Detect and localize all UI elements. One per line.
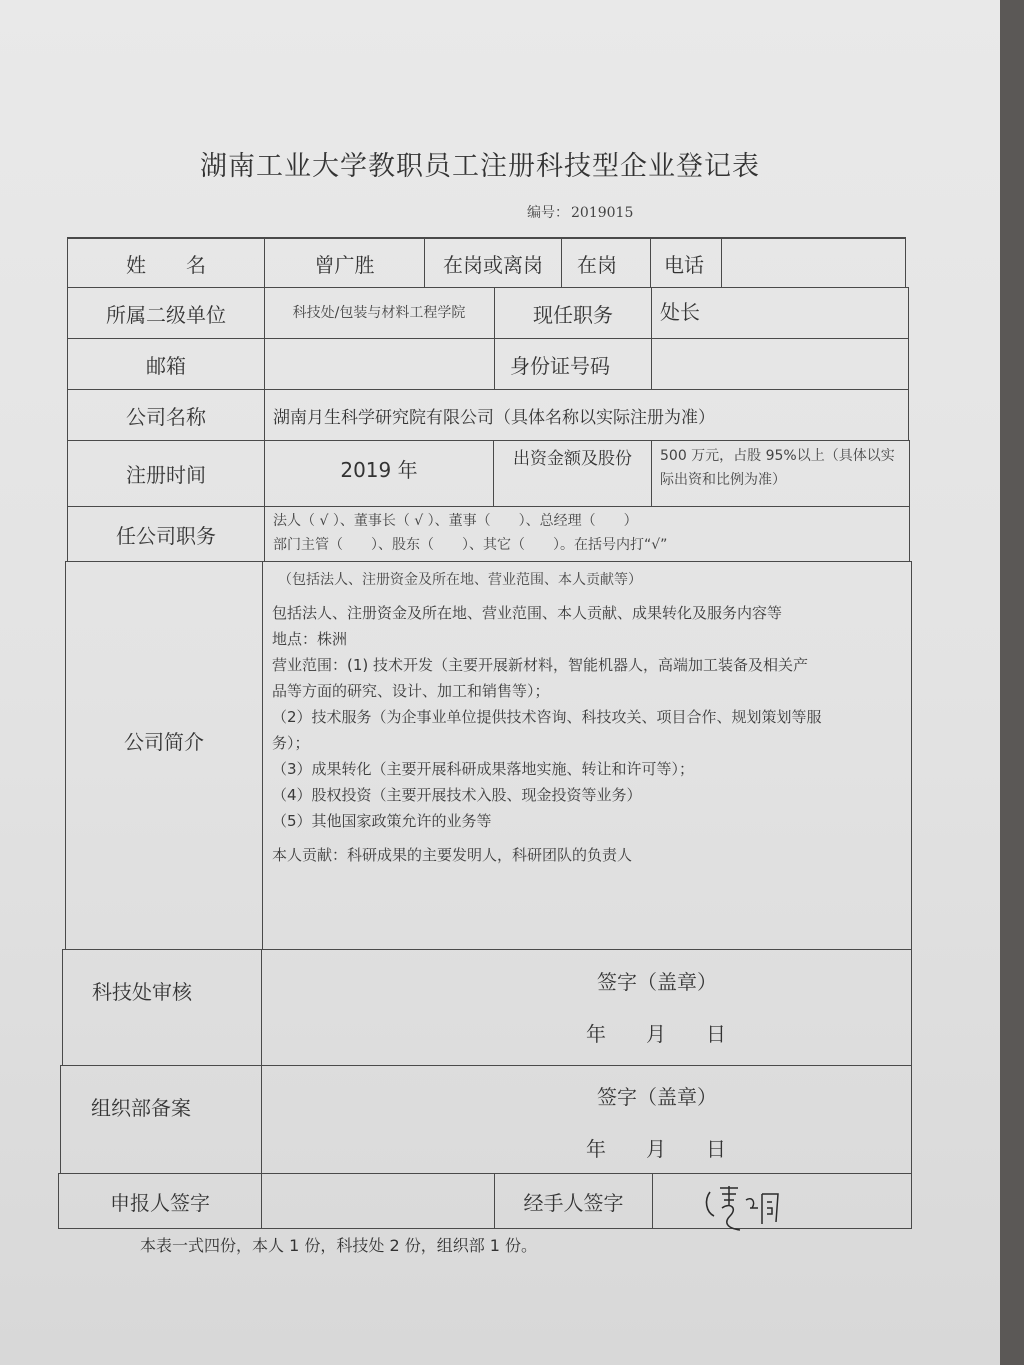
role-line-1: 法人（ √ ）、董事长（ √ ）、董事（ ）、总经理（ ） bbox=[273, 513, 638, 529]
org-record-label: 组织部备案 bbox=[91, 1095, 191, 1120]
intro-line: 品等方面的研究、设计、加工和销售等）； bbox=[272, 682, 550, 700]
registration-value: 2019 年 bbox=[340, 458, 418, 482]
company-value: 湖南月生科学研究院有限公司（具体名称以实际注册为准） bbox=[273, 407, 715, 428]
email-label: 邮箱 bbox=[146, 353, 186, 378]
handler-signature bbox=[700, 1178, 790, 1238]
intro-line: （2）技术服务（为企事业单位提供技术咨询、科技攻关、项目合作、规划策划等服 bbox=[272, 708, 822, 726]
org-record-sign: 签字（盖章） bbox=[597, 1085, 717, 1109]
phone-label: 电话 bbox=[664, 252, 704, 277]
intro-line: 务）； bbox=[272, 734, 310, 752]
company-label: 公司名称 bbox=[126, 404, 206, 429]
phone-value bbox=[722, 239, 904, 287]
intro-body bbox=[272, 600, 908, 868]
tech-review-label: 科技处审核 bbox=[92, 979, 192, 1004]
footer-note: 本表一式四份，本人 1 份，科技处 2 份，组织部 1 份。 bbox=[140, 1236, 538, 1255]
position-label: 现任职务 bbox=[533, 302, 613, 327]
tech-review-date: 年 月 日 bbox=[586, 1022, 726, 1046]
intro-line: （3）成果转化（主要开展科研成果落地实施、转让和许可等）； bbox=[272, 760, 695, 778]
unit-value: 科技处/包装与材料工程学院 bbox=[292, 305, 466, 321]
role-line-2: 部门主管（ ）、股东（ ）、其它（ ）。在括号内打“√” bbox=[273, 537, 668, 553]
org-record-date: 年 月 日 bbox=[586, 1137, 726, 1161]
applicant-label: 申报人签字 bbox=[110, 1190, 210, 1215]
id-value bbox=[652, 339, 907, 389]
intro-line: （5）其他国家政策允许的业务等 bbox=[272, 812, 492, 830]
status-label: 在岗或离岗 bbox=[443, 252, 543, 277]
handler-label: 经手人签字 bbox=[523, 1190, 624, 1215]
capital-label: 出资金额及股份 bbox=[513, 448, 632, 469]
name-label: 姓 名 bbox=[126, 252, 206, 277]
registration-label: 注册时间 bbox=[126, 463, 206, 487]
intro-hint: （包括法人、注册资金及所在地、营业范围、本人贡献等） bbox=[278, 572, 642, 588]
role-label: 任公司职务 bbox=[116, 523, 216, 548]
intro-line: 本人贡献：科研成果的主要发明人，科研团队的负责人 bbox=[272, 846, 633, 864]
unit-label: 所属二级单位 bbox=[106, 302, 226, 327]
capital-value: 500 万元，占股 95%以上（具体以实际出资和比例为准） bbox=[660, 448, 895, 488]
role-options bbox=[273, 509, 903, 557]
position-value: 处长 bbox=[660, 299, 700, 324]
tech-review-sign: 签字（盖章） bbox=[597, 970, 717, 994]
serial-label: 编号： bbox=[527, 205, 569, 221]
email-value bbox=[265, 339, 493, 389]
intro-label: 公司简介 bbox=[124, 730, 204, 754]
intro-line: （4）股权投资（主要开展技术入股、现金投资等业务） bbox=[272, 786, 642, 804]
status-value: 在岗 bbox=[577, 252, 617, 277]
intro-line: 地点：株洲 bbox=[272, 630, 348, 648]
form-title: 湖南工业大学教职员工注册科技型企业登记表 bbox=[200, 151, 760, 182]
applicant-value bbox=[262, 1174, 493, 1228]
name-value: 曾广胜 bbox=[314, 252, 375, 277]
intro-line: 包括法人、注册资金及所在地、营业范围、本人贡献、成果转化及服务内容等 bbox=[272, 604, 783, 622]
serial-value: 2019015 bbox=[571, 205, 634, 221]
id-label: 身份证号码 bbox=[510, 353, 610, 378]
intro-line: 营业范围：(1) 技术开发（主要开展新材料，智能机器人，高端加工装备及相关产 bbox=[272, 656, 809, 674]
